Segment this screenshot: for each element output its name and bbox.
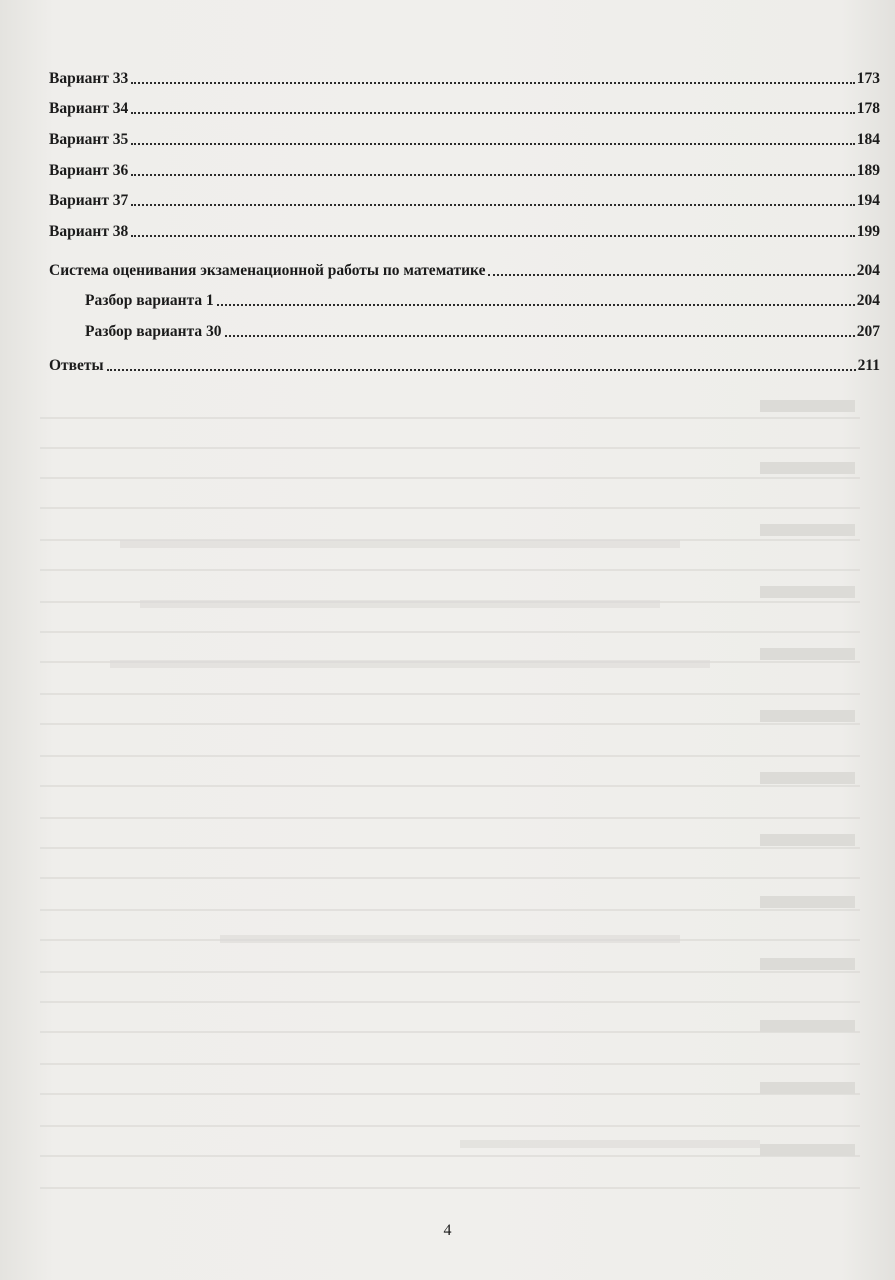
dot-leader	[131, 173, 854, 176]
toc-entry-title: Вариант 38	[49, 223, 129, 240]
toc-entry-variant-38	[49, 219, 880, 241]
dot-leader	[131, 203, 854, 206]
toc-entry-variant-34	[49, 96, 880, 118]
toc-entry-page: 204	[856, 262, 880, 279]
toc-entry-page: 189	[856, 162, 880, 179]
toc-entry-page: 194	[856, 192, 880, 209]
toc-entry-page: 173	[856, 70, 880, 87]
toc-entry-variant-36	[49, 158, 880, 180]
page-number: 4	[443, 1222, 452, 1239]
dot-leader	[107, 368, 856, 371]
toc-entry-variant-35	[49, 127, 880, 149]
toc-entry-page: 211	[857, 357, 880, 374]
dot-leader	[217, 303, 855, 306]
toc-entry-title: Разбор варианта 30	[85, 323, 222, 340]
toc-entry-variant-37	[49, 188, 880, 210]
toc-entry-title: Вариант 33	[49, 70, 129, 87]
toc-entry-title: Ответы	[49, 357, 104, 374]
toc-entry-title: Вариант 35	[49, 131, 129, 148]
dot-leader	[131, 142, 854, 145]
toc-entry-grading-system	[49, 258, 880, 280]
toc-entry-page: 204	[856, 292, 880, 309]
dot-leader	[131, 234, 854, 237]
toc-entry-page: 184	[856, 131, 880, 148]
toc-entry-title: Система оценивания экзаменационной работы по математике	[49, 262, 486, 279]
toc-entry-title: Вариант 36	[49, 162, 129, 179]
toc-entry-page: 207	[856, 323, 880, 340]
dot-leader	[131, 111, 854, 114]
toc-entry-answers	[49, 353, 880, 375]
toc-entry-title: Вариант 34	[49, 100, 129, 117]
toc-entry-analysis-variant-1	[49, 288, 880, 310]
dot-leader	[225, 334, 855, 337]
toc-entry-title: Разбор варианта 1	[85, 292, 214, 309]
toc-entry-page: 199	[856, 223, 880, 240]
toc-entry-title: Вариант 37	[49, 192, 129, 209]
toc-entry-page: 178	[856, 100, 880, 117]
dot-leader	[131, 81, 854, 84]
dot-leader	[488, 273, 854, 276]
toc-entry-analysis-variant-30	[49, 319, 880, 341]
toc-entry-variant-33	[49, 66, 880, 88]
